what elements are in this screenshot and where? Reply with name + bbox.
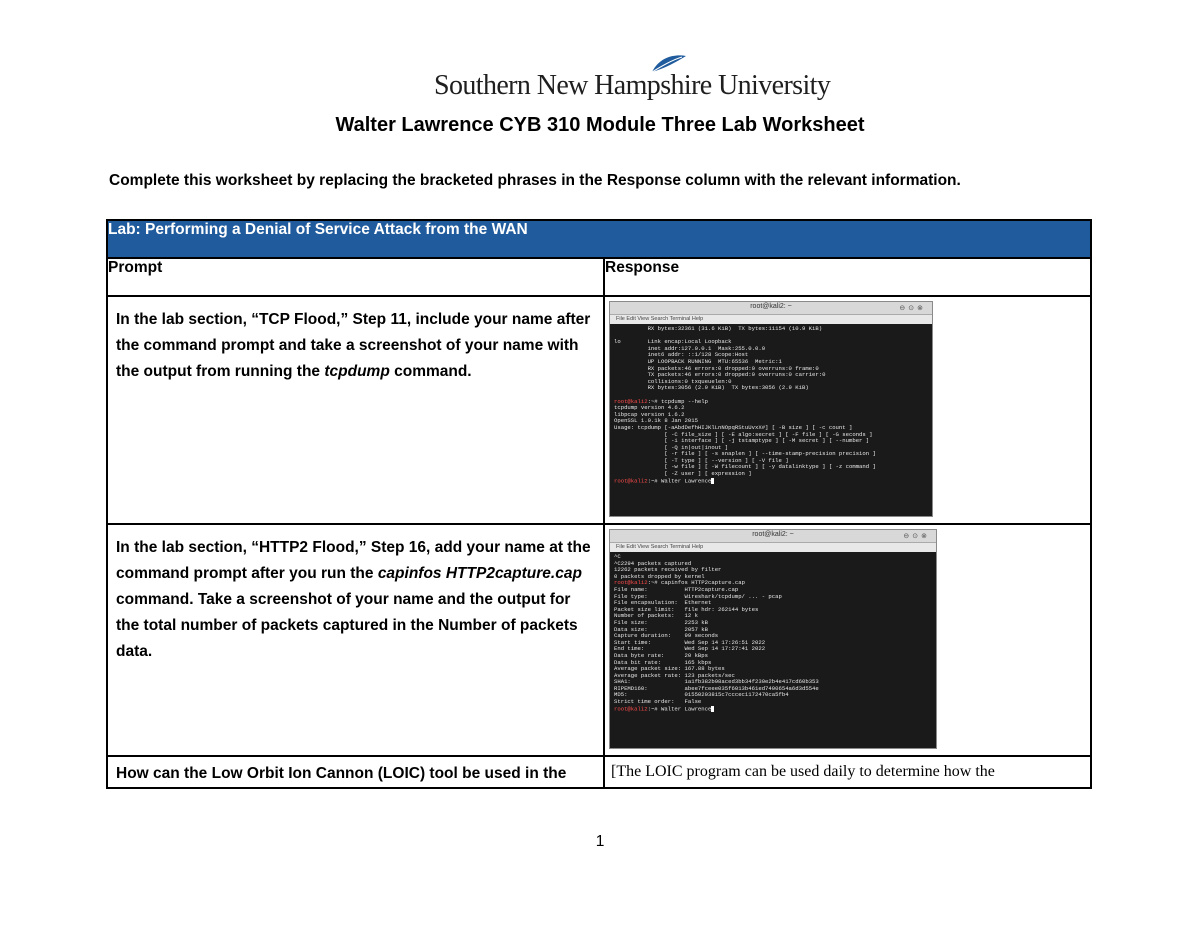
university-logo [434,52,831,104]
prompt-cell [107,524,604,756]
terminal-menubar: File Edit View Search Terminal Help [610,315,932,324]
document-title: Walter Lawrence CYB 310 Module Three Lab Worksheet [335,114,865,136]
terminal-screenshot [609,301,933,517]
section-title: Lab: Performing a Denial of Service Attack from the WAN [107,220,1091,258]
prompt-text: In the lab section, “HTTP2 Flood,” Step 16, add your name at the command prompt after you run the capinfos HTTP2capture.cap command. Take a screenshot of your name and the output for the total number of packets captured in the Number of packets data. [116,539,591,660]
table-row [107,296,1091,524]
table-row [107,756,1091,788]
prompt-text: In the lab section, “TCP Flood,” Step 11, include your name after the command prompt and take a screenshot of your name with the output from running the tcpdump command. [116,311,591,380]
window-controls-icon: ⊖⊙⊗ [903,533,930,540]
leaf-logo-icon [648,52,688,74]
response-text: [The LOIC program can be used daily to determine how the [611,763,995,780]
response-cell [604,524,1091,756]
terminal-titlebar: root@kali2: ~ ⊖⊙⊗ [610,302,932,315]
prompt-cell [107,296,604,524]
instruction-text: Complete this worksheet by replacing the bracketed phrases in the Response column with the relevant information. [109,172,961,189]
terminal-titlebar: root@kali2: ~ ⊖⊙⊗ [610,530,936,543]
lab-worksheet-table [106,219,1092,789]
terminal-screenshot [609,529,937,749]
column-header-row [107,258,1091,296]
university-name: Southern New Hampshire University [434,70,831,101]
window-controls-icon: ⊖⊙⊗ [899,305,926,312]
response-cell [604,296,1091,524]
terminal-output: RX bytes:32361 (31.6 KiB) TX bytes:11154 (10.9 KiB) lo Link encap:Local Loopback inet addr:127.0.0.1 Mask:255.0.0.0 inet6 addr: ::1/128 Scope:Host UP LOOPBACK RUNNING MTU:65536 Metric:1 RX packets:46 errors:0 dropped:0 overruns:0 frame:0 TX packets:46 errors:0 dropped:0 overruns:0 carrier:0 collisions:0 txqueuelen:0 RX bytes:3056 (2.9 KiB) TX bytes:3056 (2.9 KiB) root@kali2:~# tcpdump --help tcpdump version 4.6.2 libpcap version 1.6.2 OpenSSL 1.0.1k 8 Jan 2015 Usage: tcpdump [-aAbdDefhHIJKlLnNOpqRStuUvxX#] [ -B size ] [ -c count ] [ -C file_size ] [ -E algo:secret ] [ -F file ] [ -G seconds ] [ -i interface ] [ -j tstamptype ] [ -M secret ] [ --number ] [ -Q in|out|inout ] [ -r file ] [ -s snaplen ] [ --time-stamp-precision precision ] [ -T type ] [ --version ] [ -V file ] [ -w file ] [ -W filecount ] [ -y datalinktype ] [ -z command ] [ -Z user ] [ expression ] root@kali2:~# Walter Lawrence [614,325,876,485]
page-number: 1 [595,833,605,850]
response-cell [604,756,1091,788]
prompt-column-header: Prompt [107,258,604,296]
terminal-menubar: File Edit View Search Terminal Help [610,543,936,552]
terminal-output: ^C ^C2294 packets captured 12262 packets received by filter 0 packets dropped by kernel root@kali2:~# capinfos HTTP2capture.cap File name: HTTP2capture.cap File type: Wireshark/tcpdump/ ... - pcap File encapsulation: Ethernet Packet size limit: file hdr: 262144 bytes Number of packets: 12 k File size: 2253 kB Data size: 2057 kB Capture duration: 99 seconds Start time: Wed Sep 14 17:26:51 2022 End time: Wed Sep 14 17:27:41 2022 Data byte rate: 20 kBps Data bit rate: 165 kbps Average packet size: 167.88 bytes Average packet rate: 123 packets/sec SHA1: 1a1fb382b98aced3bb34f230e2b4e417cd60b353 RIPEMD160: abee7fceee035f6013b461ed7400654a6d3d554e MD5: 01550203815c7cccec1172470ca5fb4 Strict time order: False root@kali2:~# Walter Lawrence [614,553,819,713]
table-row [107,524,1091,756]
section-header-row [107,220,1091,258]
prompt-cell [107,756,604,788]
prompt-text: How can the Low Orbit Ion Cannon (LOIC) tool be used in the [116,765,567,782]
response-column-header: Response [604,258,1091,296]
